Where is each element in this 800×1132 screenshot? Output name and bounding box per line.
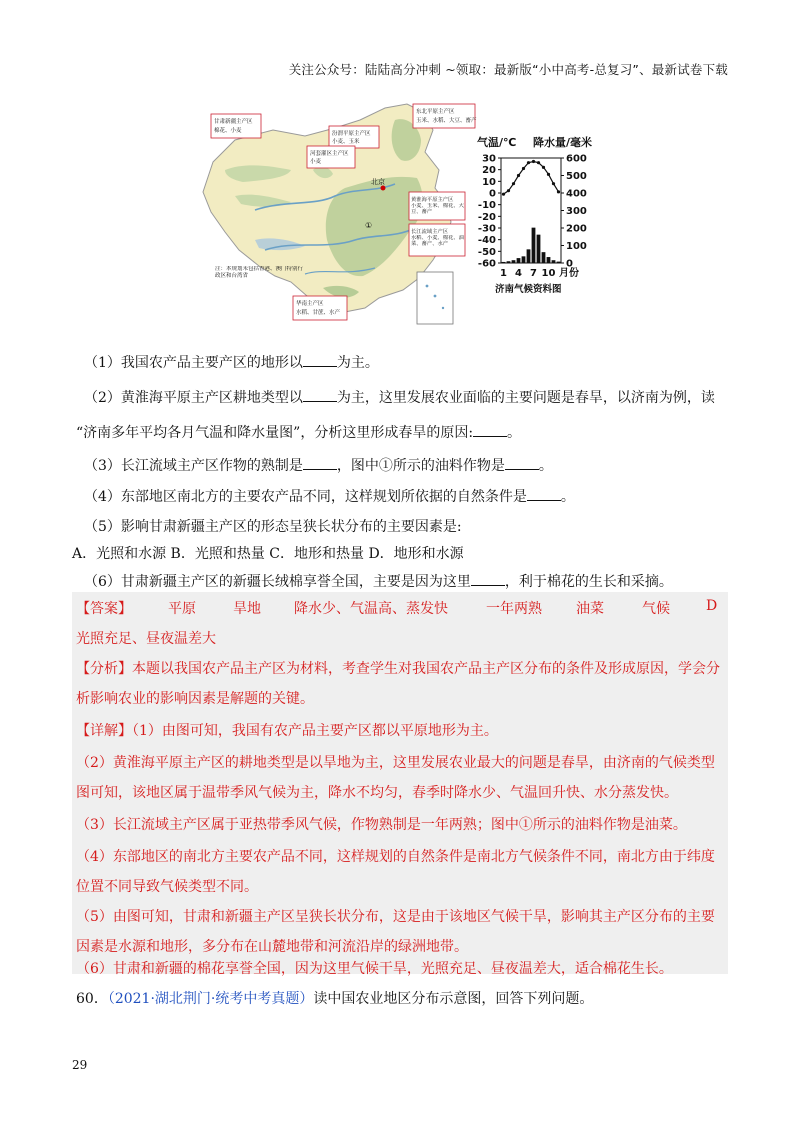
svg-text:华南主产区: 华南主产区: [296, 301, 324, 307]
climate-chart: [477, 135, 592, 295]
temperature-line: [504, 162, 559, 195]
temperature-point: [542, 166, 545, 169]
svg-text:玉米、水稻、大豆、畜产: 玉米、水稻、大豆、畜产: [416, 118, 477, 124]
answer-line: [76, 598, 726, 618]
figure-svg: [195, 100, 605, 330]
region-label-fenwei: [329, 126, 379, 148]
answer-label: 【答案】: [76, 601, 132, 617]
climate-chart-title: 济南气候资料图: [495, 284, 562, 295]
right-tick-label: 0: [566, 258, 573, 270]
right-tick-label: 600: [566, 153, 587, 165]
climate-right-axis-label: 降水量/毫米: [533, 136, 593, 149]
left-tick-label: 0: [489, 188, 496, 200]
answer-item-4: 一年两熟: [486, 601, 542, 617]
precip-bar: [542, 252, 546, 263]
detail-line-9: （6）甘肃和新疆的棉花享誉全国，因为这里气候干旱，光照充足、昼夜温差大，适合棉花生长。: [76, 961, 673, 977]
temperature-point: [517, 174, 520, 177]
map-city-label: 北京: [371, 178, 385, 186]
marker-1: ①: [365, 221, 373, 230]
detail-line-5: （4）东部地区的南北方主要农产品不同，这样规划的自然条件是南北方气候条件不同，南北方由于纬度: [76, 849, 715, 865]
svg-text:河套灌区主产区: 河套灌区主产区: [310, 151, 349, 157]
question-5-options: A．光照和水源 B．光照和热量 C．地形和热量 D．地形和水源: [72, 546, 464, 562]
svg-text:黄淮海平原主产区: 黄淮海平原主产区: [411, 197, 454, 203]
svg-text:汾渭平原主产区: 汾渭平原主产区: [332, 131, 371, 137]
beijing-marker: [381, 186, 386, 191]
figure: [195, 100, 605, 330]
answer-item-3: 降水少、气温高、蒸发快: [294, 601, 448, 617]
answer-blank: [303, 400, 337, 402]
question-source: （2021·湖北荆门·统考中考真题）: [107, 991, 314, 1007]
precip-bar: [532, 228, 536, 263]
answer-item-1: 平原: [168, 601, 196, 617]
region-label-changjiang: 长江流域主产区 水稻、小麦、棉花、油菜、畜产、水产: [409, 224, 465, 256]
question-60: [76, 988, 593, 1008]
precip-bar: [517, 258, 521, 263]
left-tick-label: -40: [477, 235, 496, 247]
climate-x-unit: 月份: [559, 268, 579, 279]
svg-text:小麦: 小麦: [310, 159, 322, 165]
left-tick-label: -10: [477, 200, 496, 212]
precip-bar: [522, 256, 526, 263]
temperature-point: [512, 182, 515, 185]
detail-line-7: （5）由图可知，甘肃和新疆主产区呈狭长状分布，这是由于该地区气候干旱，影响其主产区分布的主要: [76, 909, 715, 925]
detail-line-4: （3）长江流域主产区属于亚热带季风气候，作物熟制是一年两熟；图中①所示的油料作物是油菜。: [76, 817, 687, 833]
page-number: 29: [72, 1058, 88, 1072]
question-6: （6）甘肃新疆主产区的新疆长绒棉享誉全国，主要是因为这里 ，利于棉花的生长和采摘。: [84, 574, 673, 590]
temperature-point: [527, 161, 530, 164]
precip-bar: [512, 260, 516, 263]
right-tick-label: 200: [566, 223, 587, 235]
answer-blank: [471, 584, 505, 586]
temperature-point: [557, 190, 560, 193]
detail-line-8: 因素是水源和地形，多分布在山麓地带和河流沿岸的绿洲地带。: [76, 939, 468, 955]
question-text: 读中国农业地区分布示意图，回答下列问题。: [313, 991, 594, 1007]
answer-item-6: 气候: [642, 601, 670, 617]
question-number: 60．: [76, 991, 108, 1007]
right-tick-label: 500: [566, 171, 587, 182]
precip-bar: [557, 262, 561, 263]
map-note: 注：本规划未包括香港、澳门特别行政区和台湾省: [215, 266, 304, 279]
left-tick-label: -30: [477, 223, 496, 235]
left-tick-label: -60: [477, 258, 496, 270]
question-3: （3）长江流域主产区作物的熟制是 ，图中①所示的油料作物是 。: [84, 458, 553, 474]
region-label-hetao: [307, 146, 355, 168]
temperature-point: [502, 193, 505, 196]
precip-bar: [507, 261, 511, 263]
right-tick-label: 300: [566, 206, 587, 217]
precip-bar: [502, 262, 506, 263]
temperature-point: [507, 189, 510, 192]
x-tick-label: 4: [515, 268, 522, 279]
analysis-label: 【分析】: [76, 661, 132, 677]
question-2-cont: “济南多年平均各月气温和降水量图”，分析这里形成春旱的原因: 。: [76, 425, 522, 441]
precip-bar: [552, 260, 556, 263]
region-label-gansu-xinjiang: [211, 114, 261, 138]
south-sea-inset: [417, 272, 453, 324]
answer-blank: [303, 365, 337, 367]
detail-line-3: 图可知，该地区属于温带季风气候为主，降水不均匀，春季时降水少、气温回升快、水分蒸发快。: [76, 785, 678, 801]
x-tick-label: 7: [530, 268, 537, 279]
temperature-point: [532, 160, 535, 163]
left-tick-label: 10: [482, 176, 496, 188]
temperature-point: [537, 161, 540, 164]
analysis-line-2: 析影响农业的影响因素是解题的关键。: [76, 691, 314, 707]
detail-line-2: （2）黄淮海平原主产区的耕地类型是以旱地为主，这里发展农业最大的问题是春旱，由济南的气候类型: [76, 755, 715, 771]
temperature-point: [522, 167, 525, 170]
answer-item-5: 油菜: [576, 601, 604, 617]
left-tick-label: 30: [482, 153, 496, 165]
answer-blank: [303, 468, 337, 470]
answer-item-7: D: [706, 598, 718, 614]
svg-text:长江流域主产区: 长江流域主产区: [411, 229, 449, 235]
answer-panel: [72, 592, 728, 977]
x-tick-label: 1: [500, 268, 507, 279]
question-1: （1）我国农产品主要产区的地形以 为主。: [84, 355, 379, 371]
left-tick-label: 20: [482, 165, 496, 177]
svg-text:小麦、玉米: 小麦、玉米: [332, 139, 360, 145]
svg-text:棉花、小麦: 棉花、小麦: [214, 128, 242, 134]
detail-label: 【详解】: [76, 723, 132, 739]
left-tick-label: -20: [477, 211, 496, 223]
svg-text:甘肃新疆主产区: 甘肃新疆主产区: [214, 119, 253, 125]
right-tick-label: 400: [566, 188, 587, 200]
right-tick-label: 100: [566, 241, 587, 252]
answer-blank: [527, 499, 561, 501]
x-tick-label: 10: [541, 268, 556, 279]
question-4: （4）东部地区南北方的主要农产品不同，这样规划所依据的自然条件是 。: [84, 489, 575, 505]
region-label-huanan: [293, 296, 347, 320]
temperature-point: [552, 182, 555, 185]
analysis-line-1: 【分析】本题以我国农产品主产区为材料，考查学生对我国农产品主产区分布的条件及形成原因，学会分: [76, 661, 720, 677]
page-header: 关注公众号：陆陆高分冲刺 ~领取：最新版“小中高考-总复习”、最新试卷下载: [288, 62, 728, 77]
detail-line-1: 【详解】（1）由图可知，我国有农产品主要产区都以平原地形为主。: [76, 723, 498, 739]
region-label-northeast: [413, 104, 477, 128]
climate-plot-frame: [501, 158, 561, 263]
question-5: （5）影响甘肃新疆主产区的形态呈狭长状分布的主要因素是:: [84, 519, 462, 535]
svg-text:水稻、甘蔗、水产: 水稻、甘蔗、水产: [296, 310, 341, 316]
left-tick-label: -50: [477, 246, 496, 258]
answer-blank: [473, 435, 507, 437]
detail-line-6: 位置不同导致气候类型不同。: [76, 879, 258, 895]
region-label-huanghuaihai: 黄淮海平原主产区 小麦、玉米、棉花、大豆、畜产: [409, 192, 465, 221]
question-2: （2）黄淮海平原主产区耕地类型以 为主，这里发展农业面临的主要问题是春旱，以济南为例，读: [84, 390, 715, 406]
climate-left-axis-label: 气温/℃: [477, 136, 517, 149]
precip-bar: [537, 235, 541, 263]
precip-bar: [527, 249, 531, 263]
temperature-point: [547, 173, 550, 176]
answer-item-2: 旱地: [233, 601, 261, 617]
answer-blank: [505, 468, 539, 470]
answer-line-2: 光照充足、昼夜温差大: [76, 631, 216, 647]
svg-text:东北平原主产区: 东北平原主产区: [416, 109, 455, 115]
precip-bar: [547, 257, 551, 263]
